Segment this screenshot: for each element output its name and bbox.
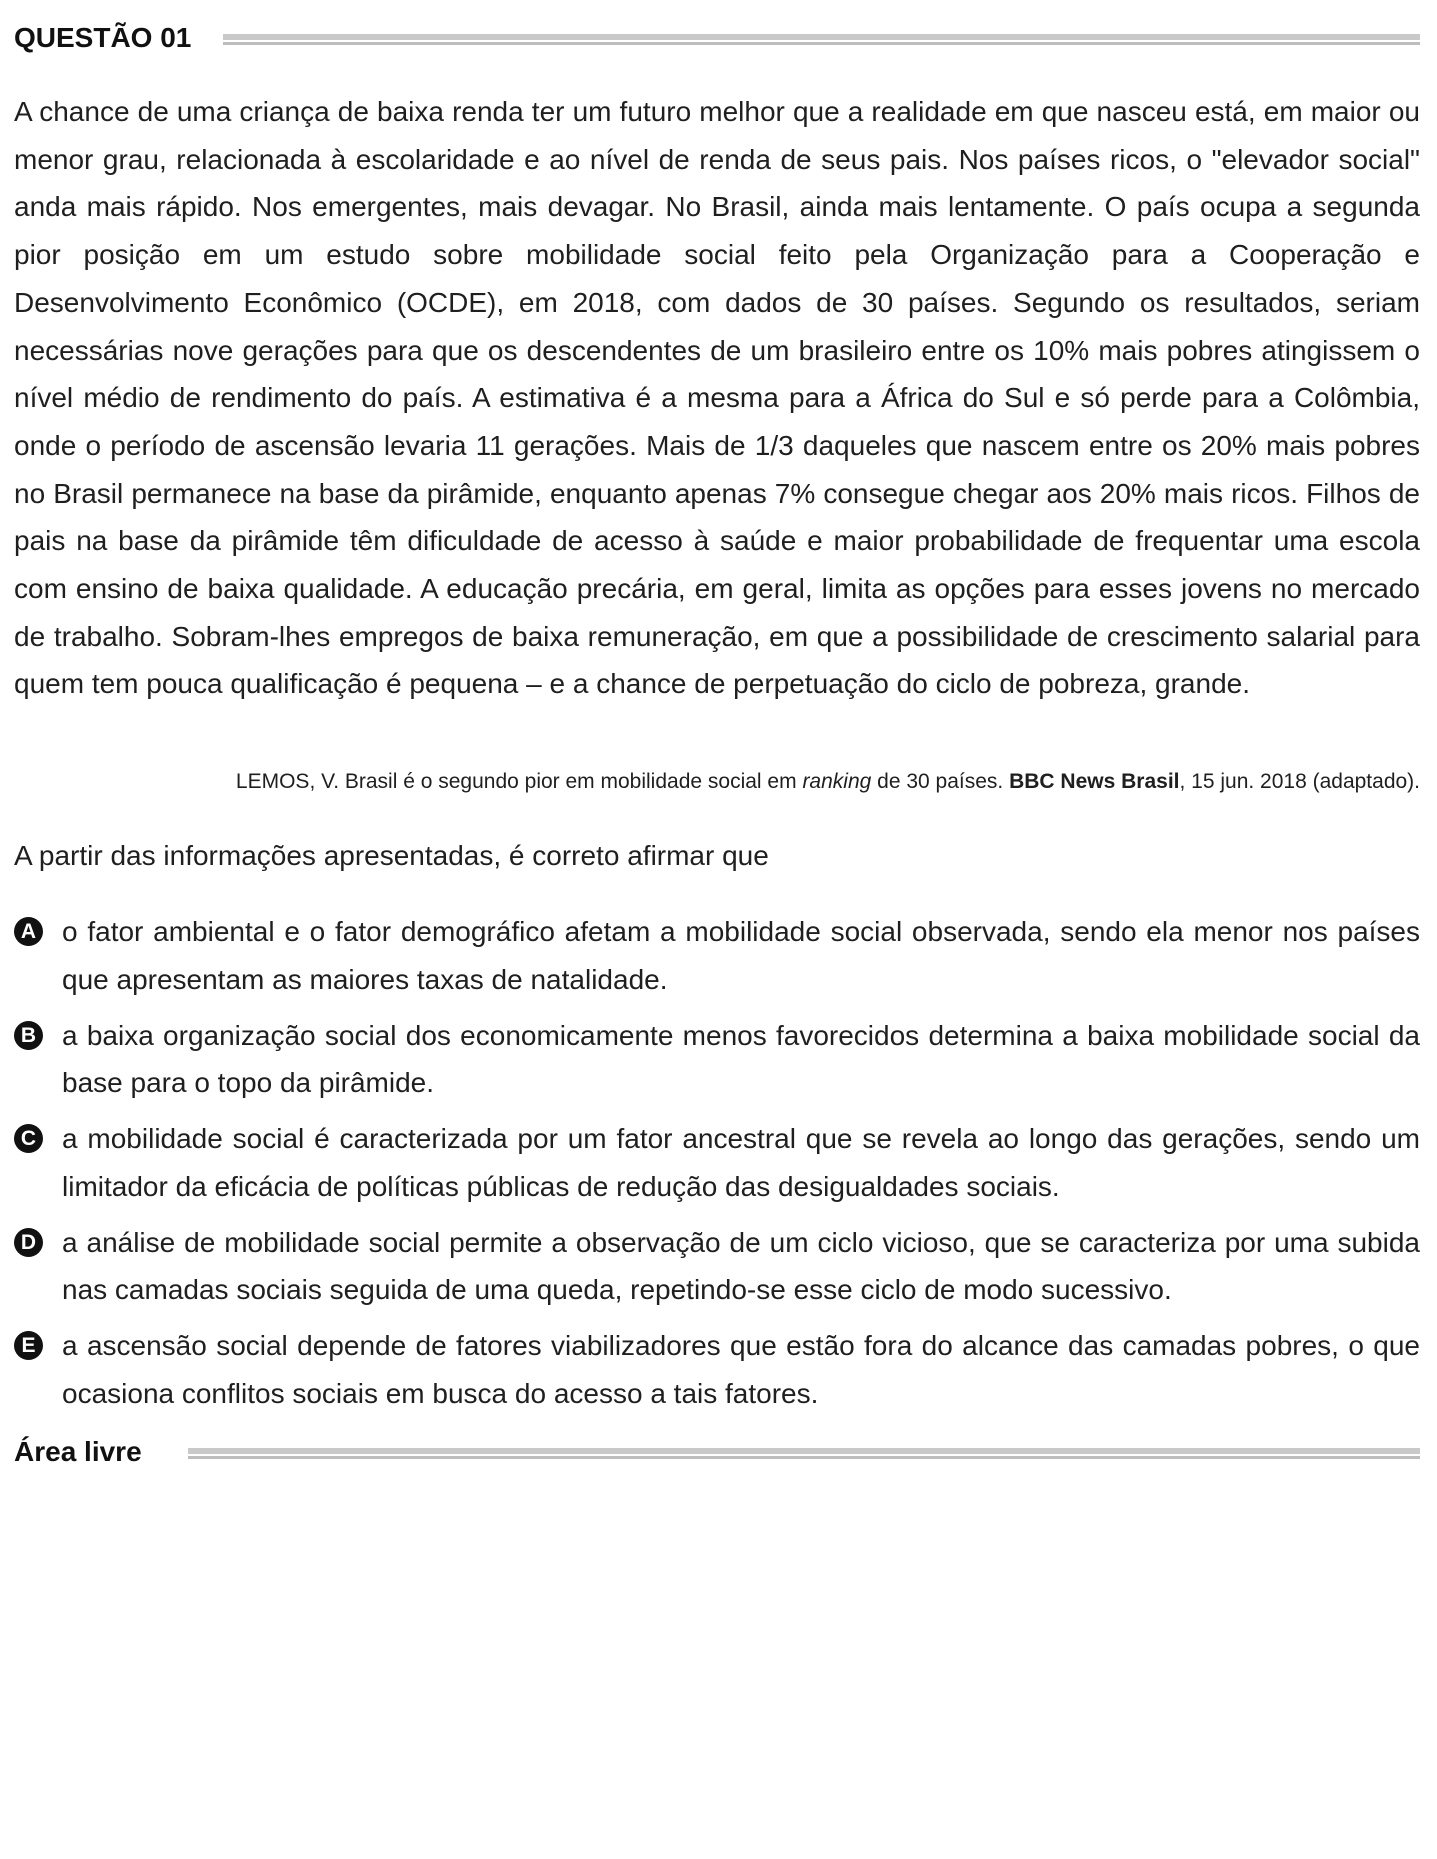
option-e[interactable] (14, 1322, 1420, 1417)
source-title-end: de 30 países. (871, 770, 1010, 793)
question-stem: A partir das informações apresentadas, é correto afirmar que (14, 840, 769, 871)
free-area-divider (188, 1448, 1420, 1460)
question-header (14, 18, 1420, 58)
passage-text: A chance de uma criança de baixa renda ter um futuro melhor que a realidade em que nasceu está, em maior ou menor grau, relacionada à escolaridade e ao nível de renda de seus pais. Nos países ricos, o "elevador social" anda mais rápido. Nos emergentes, mais devagar. No Brasil, ainda mais lentamente. O país ocupa a segunda pior posição em um estudo sobre mobilidade social feito pela Organização para a Cooperação e Desenvolvimento Econômico (OCDE), em 2018, com dados de 30 países. Segundo os resultados, seriam necessárias nove gerações para que os descendentes de um brasileiro entre os 10% mais pobres atingissem o nível médio de rendimento do país. A estimativa é a mesma para a África do Sul e só perde para a Colômbia, onde o período de ascensão levaria 11 gerações. Mais de 1/3 daqueles que nascem entre os 20% mais pobres no Brasil permanece na base da pirâmide, enquanto apenas 7% consegue chegar aos 20% mais ricos. Filhos de pais na base da pirâmide têm dificuldade de acesso à saúde e maior probabilidade de frequentar uma escola com ensino de baixa qualidade. A educação precária, em geral, limita as opções para esses jovens no mercado de trabalho. Sobram-lhes empregos de baixa remuneração, em que a possibilidade de crescimento salarial para quem tem pouca qualificação é pequena – e a chance de perpetuação do ciclo de pobreza, grande. (14, 96, 1420, 700)
option-d[interactable] (14, 1219, 1420, 1314)
source-italic-term: ranking (802, 770, 872, 793)
option-b[interactable] (14, 1012, 1420, 1107)
option-e-letter-icon: E (14, 1331, 43, 1360)
option-b-letter-icon: B (14, 1021, 43, 1050)
option-a[interactable] (14, 908, 1420, 1003)
answer-options (14, 908, 1420, 1426)
source-author-title: LEMOS, V. Brasil é o segundo pior em mobilidade social em (235, 770, 803, 793)
option-c-letter-icon: C (14, 1124, 43, 1153)
question-title: QUESTÃO 01 (14, 22, 192, 53)
free-area-title: Área livre (14, 1436, 142, 1467)
option-d-text: a análise de mobilidade social permite a observação de um ciclo vicioso, que se caracteriza por uma subida nas camadas sociais seguida de uma queda, repetindo-se esse ciclo de modo sucessivo. (62, 1226, 1420, 1305)
header-divider (223, 34, 1420, 46)
option-d-letter-icon: D (14, 1228, 43, 1257)
option-c-text: a mobilidade social é caracterizada por um fator ancestral que se revela ao longo das gerações, sendo um limitador da eficácia de políticas públicas de redução das desigualdades sociais. (62, 1123, 1420, 1202)
option-a-text: o fator ambiental e o fator demográfico afetam a mobilidade social observada, sendo ela menor nos países que apresentam as maiores taxas de natalidade. (62, 916, 1420, 995)
option-c[interactable] (14, 1115, 1420, 1210)
free-area-header (14, 1432, 1420, 1472)
option-b-text: a baixa organização social dos economicamente menos favorecidos determina a baixa mobilidade social da base para o topo da pirâmide. (62, 1019, 1420, 1098)
source-date: , 15 jun. 2018 (adaptado). (1179, 770, 1420, 793)
option-a-letter-icon: A (14, 917, 43, 946)
source-citation (14, 770, 1420, 794)
source-publisher: BBC News Brasil (1009, 770, 1180, 793)
option-e-text: a ascensão social depende de fatores viabilizadores que estão fora do alcance das camadas pobres, o que ocasiona conflitos sociais em busca do acesso a tais fatores. (62, 1330, 1420, 1409)
